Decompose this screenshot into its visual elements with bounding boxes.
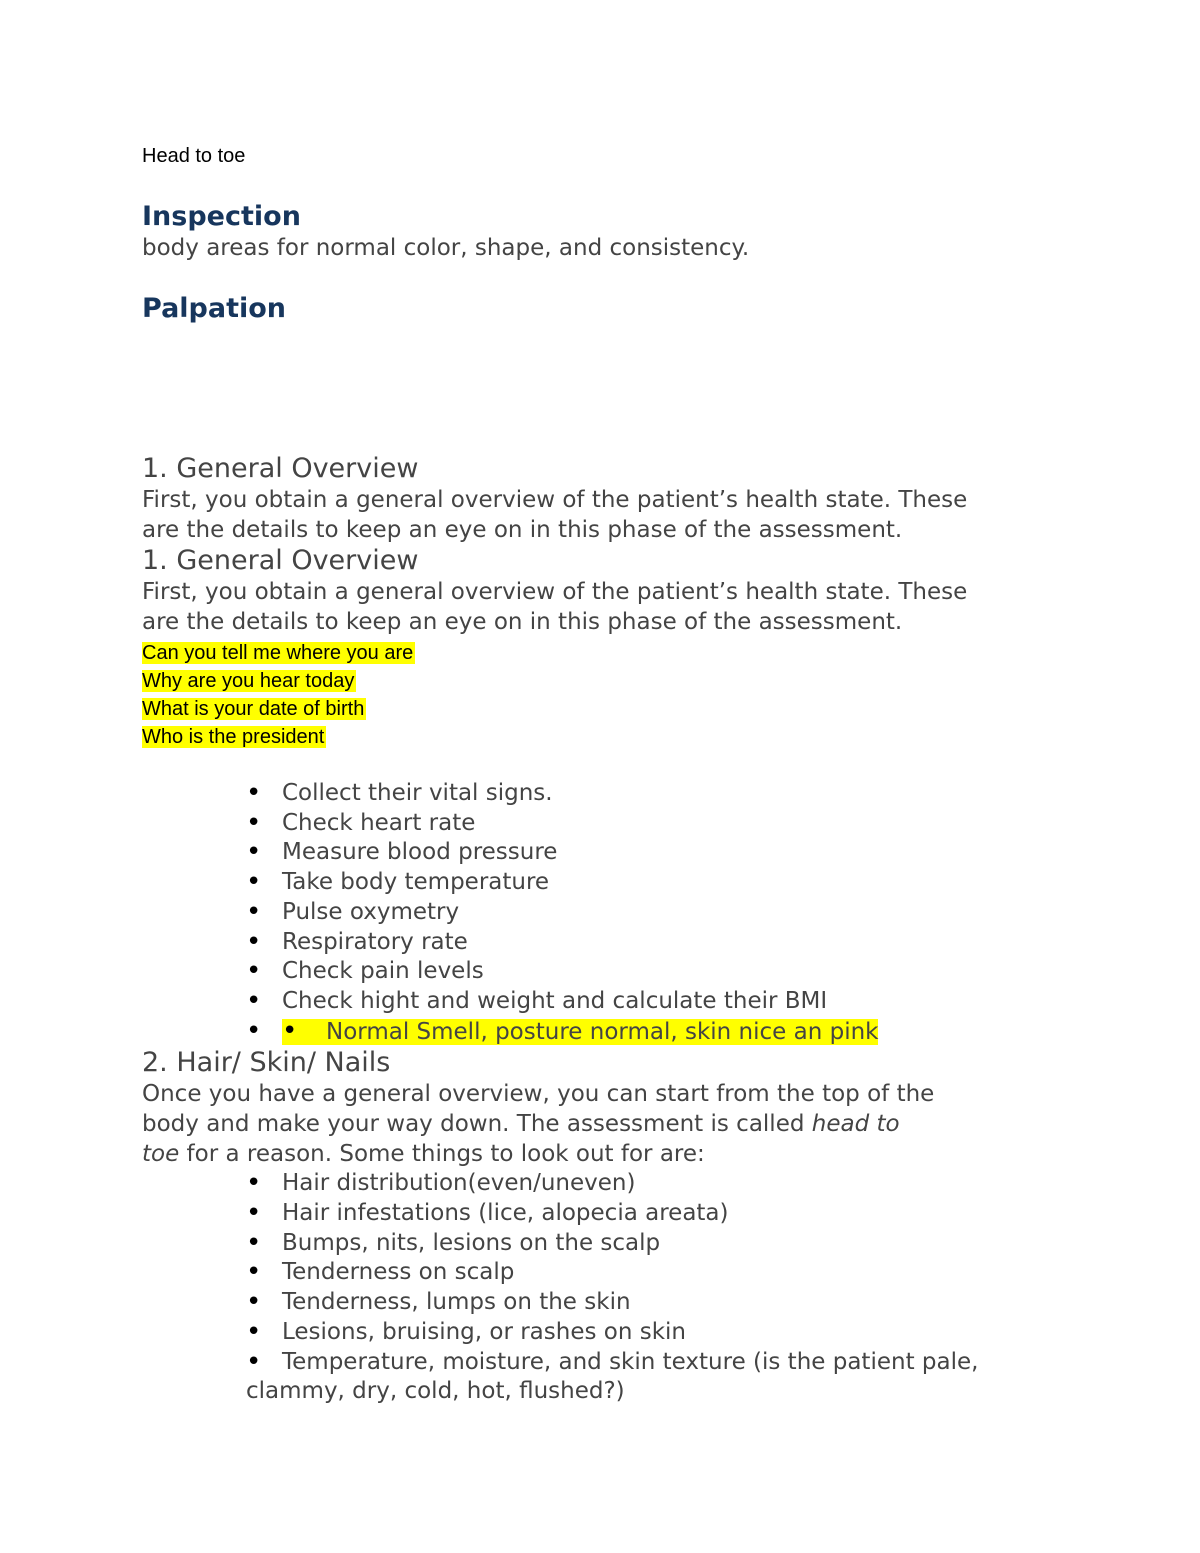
hair-skin-list bbox=[142, 1169, 1072, 1407]
question-text: What is your date of birth bbox=[142, 698, 365, 720]
highlight-bar bbox=[282, 1015, 879, 1046]
list-item: • Bumps, nits, lesions on the scalp bbox=[246, 1229, 1072, 1259]
highlighted-list-item bbox=[246, 1017, 1072, 1048]
hair-intro-text: for a reason. Some things to look out for are: bbox=[179, 1141, 705, 1168]
question-line bbox=[142, 723, 1072, 751]
question-text: Who is the president bbox=[142, 726, 325, 748]
general-overview-text-1b: are the details to keep an eye on in this phase of the assessment. bbox=[142, 517, 903, 543]
list-item bbox=[246, 1348, 1072, 1407]
general-overview-text-2b: are the details to keep an eye on in this phase of the assessment. bbox=[142, 609, 903, 635]
list-item: • Check hight and weight and calculate their BMI bbox=[246, 987, 1072, 1017]
hair-intro-line1: Once you have a general overview, you can start from the top of the bbox=[142, 1081, 935, 1108]
highlighted-questions bbox=[142, 639, 1072, 751]
list-item: • Collect their vital signs. bbox=[246, 779, 1072, 809]
general-overview-heading-1: 1. General Overview bbox=[142, 453, 419, 484]
vitals-list bbox=[142, 779, 1072, 1047]
question-line bbox=[142, 667, 1072, 695]
hair-intro-line2 bbox=[142, 1109, 1072, 1139]
hair-intro-emphasis: head to bbox=[811, 1111, 900, 1138]
document-title: Head to toe bbox=[142, 145, 246, 167]
general-overview-heading-2: 1. General Overview bbox=[142, 545, 419, 576]
list-item: • Respiratory rate bbox=[246, 928, 1072, 958]
list-item: • Measure blood pressure bbox=[246, 838, 1072, 868]
highlighted-note: Normal Smell, posture normal, skin nice an pink bbox=[326, 1018, 879, 1045]
general-overview-text-2a: First, you obtain a general overview of the patient’s health state. These bbox=[142, 579, 968, 605]
hair-intro-emphasis: toe bbox=[142, 1141, 180, 1168]
general-overview-text-1a: First, you obtain a general overview of the patient’s health state. These bbox=[142, 487, 968, 513]
document-page bbox=[142, 140, 1072, 1407]
bullet-icon: • bbox=[282, 1015, 298, 1046]
palpation-heading: Palpation bbox=[142, 293, 287, 324]
inspection-heading: Inspection bbox=[142, 201, 301, 232]
list-item: • Check pain levels bbox=[246, 957, 1072, 987]
hair-intro-line3 bbox=[142, 1139, 1072, 1169]
question-line bbox=[142, 639, 1072, 667]
list-item: • Tenderness, lumps on the skin bbox=[246, 1288, 1072, 1318]
inspection-text: body areas for normal color, shape, and consistency. bbox=[142, 235, 750, 261]
hair-intro-text: body and make your way down. The assessment is called bbox=[142, 1111, 812, 1138]
list-item-text-continued: clammy, dry, cold, hot, flushed?) bbox=[246, 1378, 625, 1405]
list-item: • Hair infestations (lice, alopecia areata) bbox=[246, 1199, 1072, 1229]
list-item: • Tenderness on scalp bbox=[246, 1258, 1072, 1288]
list-item: • Pulse oxymetry bbox=[246, 898, 1072, 928]
question-line bbox=[142, 695, 1072, 723]
hair-skin-nails-heading: 2. Hair/ Skin/ Nails bbox=[142, 1047, 391, 1079]
question-text: Can you tell me where you are bbox=[142, 642, 414, 664]
list-item: • Hair distribution(even/uneven) bbox=[246, 1169, 1072, 1199]
list-item-text: Temperature, moisture, and skin texture (is the patient pale, bbox=[282, 1348, 979, 1375]
list-item: • Lesions, bruising, or rashes on skin bbox=[246, 1318, 1072, 1348]
list-item: • Check heart rate bbox=[246, 809, 1072, 839]
list-item: • Take body temperature bbox=[246, 868, 1072, 898]
question-text: Why are you hear today bbox=[142, 670, 355, 692]
